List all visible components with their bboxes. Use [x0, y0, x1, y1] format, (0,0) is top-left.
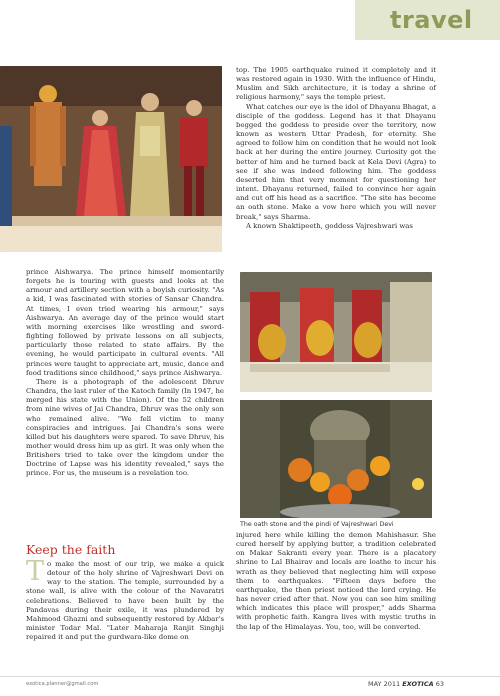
photo-caption: The oath stone and the pindi of Vajreshwari Devi	[240, 521, 394, 528]
museum-photo	[0, 66, 222, 252]
shrine-photo-bottom-illustration	[240, 400, 432, 518]
shrine-photo-top-illustration	[240, 272, 432, 392]
shrine-photo-bottom	[240, 400, 432, 518]
article-paragraph: What catches our eye is the idol of Dhayanu Bhagat, a disciple of the goddess. Legend has it that Dhayanu begged the goddess to preside over the territory, now known as western Uttar Pradesh, for eternity. She agreed to follow him on condition that he would not look back at her during the entire journey. Curiosity got the better of him and he turned back at Kela Devi (Agra) to see if she was indeed following him. The goddess deserted him that very moment for questioning her intent. Dhayanu returned, failed to convince her again and cut off his head as a sacrifice. "The site has become an oath stone. Make a vow here which you will never break," says Sharma.	[236, 102, 436, 221]
section-headline: Keep the faith	[26, 542, 116, 557]
footer-email: exotica.planner@gmail.com	[26, 681, 99, 687]
footer-issue-date: MAY 2011	[368, 680, 401, 688]
article-paragraph: o make the most of our trip, we make a quick detour of the holy shrine of Vajreshwari Devi on way to the station. The temple, surrounded by a stone wall, is alive with the colour of the Navaratri celebrations. Believed to have been built by the Pandavas during their exile, it was plundered by Mahmood Ghazni and subsequently restored by Akbar's minister Todar Mal. "Later Maharaja Ranjit Singhji repaired it and put the gurdwara-like dome on	[26, 560, 224, 642]
museum-photo-illustration	[0, 66, 222, 252]
footer-issue-info	[368, 680, 444, 688]
article-column-right-top	[236, 66, 436, 231]
footer-brand: EXOTICA	[402, 680, 434, 688]
article-paragraph: A known Shaktipeeth, goddess Vajreshwari was	[246, 221, 413, 230]
article-column-right-bottom	[236, 531, 436, 632]
article-column-left-bottom	[26, 556, 224, 642]
section-label: travel	[390, 6, 473, 34]
article-paragraph: injured here while killing the demon Mahishasur. She cured herself by applying butter, a tradition celebrated on Makar Sakranti every year. There is a placatory shrine to Lal Bhairav and locals are loathe to incur his wrath as they believed that neglecting him will expose them to earthquakes. "Fifteen days before the earthquake, the then priest noticed the lord crying. He has never cried after that. Now you can see him smiling which indicates this place will prosper," adds Sharma with prophetic faith. Kangra lives with mystic truths in the lap of the Himalayas. You, too, will be converted.	[236, 531, 436, 631]
page-number: 63	[435, 680, 444, 688]
article-paragraph: There is a photograph of the adolescent Dhruv Chandra, the last ruler of the Katoch family (In 1947, he merged his state with the Union). Of the 52 children from nine wives of Jai Chandra, Dhruv was the only son who remained alive. "We fell victim to many conspiracies and intrigues. Jai Chandra's sons were killed but his daughters were spared. To save Dhruv, his mother would dress him up as girl. It was only when the Britishers tried to take over the kingdom under the Doctrine of Lapse was his identity revealed," says the prince. For us, the museum is a revelation too.	[26, 377, 224, 478]
article-paragraph: top. The 1905 earthquake ruined it completely and it was restored again in 1930. With the influence of Hindu, Muslim and Sikh architecture, it is today a shrine of religious harmony," says the temple priest.	[236, 66, 436, 102]
drop-cap: T	[26, 556, 45, 587]
article-paragraph: prince Aishwarya. The prince himself momentarily forgets he is touring with guests and looks at the armour and artillery section with a boyish curiosity. "As a kid, I was fascinated with stories of Sansar Chandra. At times, I even tried wearing his armour," says Aishwarya. An average day of the prince would start with morning exercises like wrestling and sword-fighting followed by private lessons on all subjects, particularly those related to state affairs. By the evening, he would participate in cultural events. "All princes were taught to appreciate art, music, dance and food traditions since childhood," says prince Aishwarya.	[26, 268, 224, 377]
shrine-photo-top	[240, 272, 432, 392]
article-column-left-middle	[26, 268, 224, 479]
footer-divider	[0, 676, 500, 677]
